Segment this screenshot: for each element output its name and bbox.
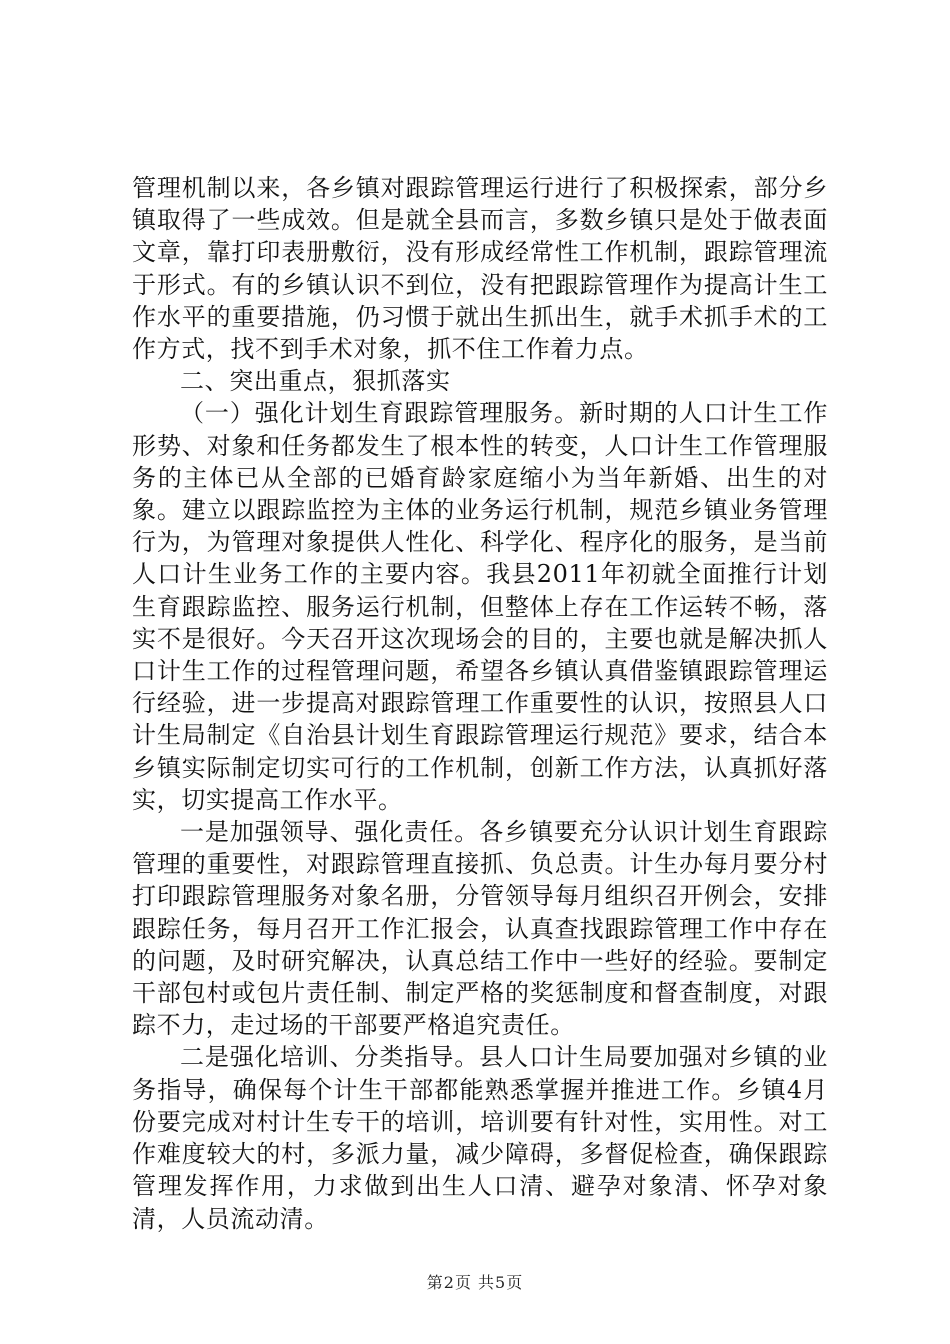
paragraph-point-two: 二是强化培训、分类指导。县人口计生局要加强对乡镇的业务指导，确保每个计生干部都能熟悉掌握并推进工作。乡镇4月份要完成对村计生专干的培训，培训要有针对性，实用性。对工作难度较大的村，多派力量，减少障碍，多督促检查，确保跟踪管理发挥作用，力求做到出生人口清、避孕对象清、怀孕对象清，人员流动清。 [132,1043,828,1233]
paragraph-subsection-one: （一）强化计划生育跟踪管理服务。新时期的人口计生工作形势、对象和任务都发生了根本性的转变，人口计生工作管理服务的主体已从全部的已婚育龄家庭缩小为当年新婚、出生的对象。建立以跟踪监控为主体的业务运行机制，规范乡镇业务管理行为，为管理对象提供人性化、科学化、程序化的服务，是当前人口计生业务工作的主要内容。我县2011年初就全面推行计划生育跟踪监控、服务运行机制，但整体上存在工作运转不畅，落实不是很好。今天召开这次现场会的目的，主要也就是解决抓人口计生工作的过程管理问题，希望各乡镇认真借鉴镇跟踪管理运行经验，进一步提高对跟踪管理工作重要性的认识，按照县人口计生局制定《自治县计划生育跟踪管理运行规范》要求，结合本乡镇实际制定切实可行的工作机制，创新工作方法，认真抓好落实，切实提高工作水平。 [132,399,828,814]
document-body [132,172,828,1235]
paragraph-continuation: 管理机制以来，各乡镇对跟踪管理运行进行了积极探索，部分乡镇取得了一些成效。但是就全县而言，多数乡镇只是处于做表面文章，靠打印表册敷衍，没有形成经常性工作机制，跟踪管理流于形式。有的乡镇认识不到位，没有把跟踪管理作为提高计生工作水平的重要措施，仍习惯于就出生抓出生，就手术抓手术的工作方式，找不到手术对象，抓不住工作着力点。 [132,174,828,364]
section-heading: 二、突出重点，狠抓落实 [180,367,451,396]
paragraph-point-one: 一是加强领导、强化责任。各乡镇要充分认识计划生育跟踪管理的重要性，对跟踪管理直接抓、负总责。计生办每月要分村打印跟踪管理服务对象名册，分管领导每月组织召开例会，安排跟踪任务，每月召开工作汇报会，认真查找跟踪管理工作中存在的问题，及时研究解决，认真总结工作中一些好的经验。要制定干部包村或包片责任制、制定严格的奖惩制度和督查制度，对跟踪不力，走过场的干部要严格追究责任。 [132,818,828,1040]
page-footer: 第2页 共5页 [426,1273,524,1292]
